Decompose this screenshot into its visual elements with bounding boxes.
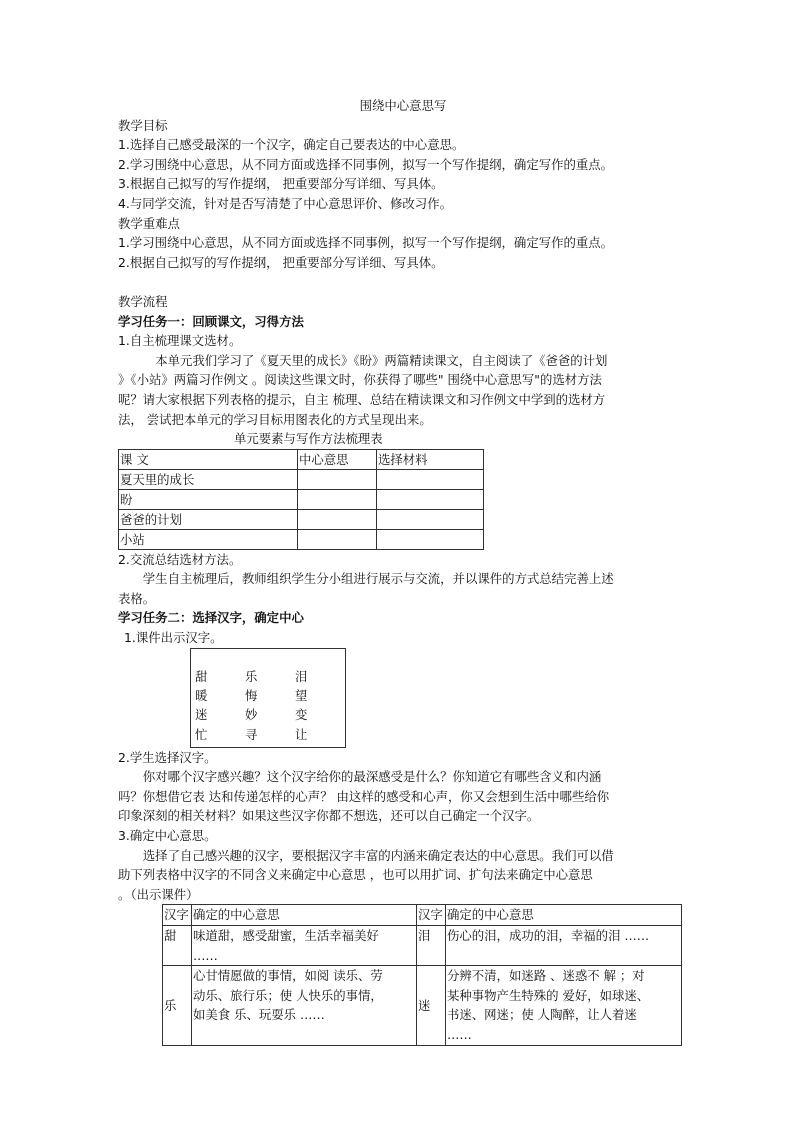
table-row xyxy=(163,966,682,1045)
goal-item: 4.与同学交流，针对是否写清楚了中心意思评价、修改习作。 xyxy=(118,195,452,211)
goal-item: 2.学习围绕中心意思，从不同方面或选择不同事例，拟写一个写作提纲，确定写作的重点。 xyxy=(118,156,614,172)
char-cell: 望 xyxy=(295,688,308,704)
chars-row xyxy=(195,686,345,705)
char-cell: 寻 xyxy=(245,726,258,742)
table-cell xyxy=(298,469,377,489)
cell-line: 伤心的泪，成功的泪，幸福的泪 …… xyxy=(447,928,650,943)
table-cell: 泪 xyxy=(417,926,446,966)
table-cell: 夏天里的成长 xyxy=(119,469,298,489)
task1-para-line: 法， 尝试把本单元的学习目标用图表化的方式呈现出来。 xyxy=(118,411,432,427)
table-header-cell: 确定的中心意思 xyxy=(446,905,682,926)
char-cell: 暖 xyxy=(195,688,208,704)
char-cell: 让 xyxy=(295,726,308,742)
table-cell xyxy=(192,926,417,966)
chars-row xyxy=(195,667,345,686)
table-row xyxy=(119,529,484,549)
cell-line: 分辨不清，如迷路 、迷惑不 解 ；对 xyxy=(447,968,645,984)
table-cell xyxy=(298,529,377,549)
document-title: 围绕中心意思写 xyxy=(359,98,447,113)
table1-caption: 单元要素与写作方法梳理表 xyxy=(234,431,383,447)
table-header-cell: 课 文 xyxy=(119,449,298,469)
table-header-cell: 确定的中心意思 xyxy=(192,905,417,926)
table-cell xyxy=(192,966,417,1045)
task1-para-line: 呢？请大家根据下列表格的提示，自主 梳理、总结在精读课文和习作例文中学到的选材方 xyxy=(118,391,606,407)
task1-step2-line: 学生自主梳理后，教师组织学生分小组进行展示与交流，并以课件的方式总结完善上述 xyxy=(142,571,614,587)
task1-step2: 2.交流总结选材方法。 xyxy=(118,551,242,567)
table-header-cell: 选择材料 xyxy=(377,449,484,469)
table-cell xyxy=(377,489,484,509)
goal-item: 3.根据自己拟写的写作提纲， 把重要部分写详细、写具体。 xyxy=(118,176,444,192)
cell-line: …… xyxy=(447,1026,472,1042)
table-header-row xyxy=(119,449,484,469)
table-row xyxy=(119,489,484,509)
task2-step3-line: 选择了自己感兴趣的汉字，要根据汉字丰富的内涵来确定表达的中心意思。我们可以借 xyxy=(142,847,614,863)
task1-para-line: 》《小站》两篇习作例文 。阅读这些课文时，你获得了哪些" 围绕中心意思写"的选材方法 xyxy=(118,372,602,388)
table-cell xyxy=(377,529,484,549)
task2-step2-line: 吗？你想借它表 达和传递怎样的心声？ 由这样的感受和心声，你又会想到生活中哪些给你 xyxy=(118,788,610,804)
task1-step1: 1.自主梳理课文选材。 xyxy=(118,333,242,349)
task2-step1: 1.课件出示汉字。 xyxy=(124,630,223,646)
task2-step2-line: 印象深刻的相关材料？如果这些汉字你都不想选，还可以自己确定一个汉字。 xyxy=(118,808,540,824)
table-cell xyxy=(298,489,377,509)
chars-row xyxy=(195,725,345,744)
table-cell: 甜 xyxy=(163,926,192,966)
table-row xyxy=(119,509,484,529)
cell-line: 某种事物产生特殊的 爱好，如球迷、 xyxy=(447,987,650,1003)
char-cell: 妙 xyxy=(245,707,258,723)
table-cell: 盼 xyxy=(119,489,298,509)
task2-step2-line: 你对哪个汉字感兴趣？这个汉字给你的最深感受是什么？你知道它有哪些含义和内涵 xyxy=(142,769,602,785)
char-cell: 变 xyxy=(295,707,308,723)
chars-box xyxy=(190,648,346,748)
task1-heading: 学习任务一：回顾课文，习得方法 xyxy=(118,313,304,329)
flow-heading: 教学流程 xyxy=(118,293,168,309)
table-row xyxy=(119,469,484,489)
table-cell: 爸爸的计划 xyxy=(119,509,298,529)
char-cell: 乐 xyxy=(245,668,258,684)
table-cell xyxy=(377,469,484,489)
table-cell xyxy=(298,509,377,529)
cell-line: 如美食 乐、玩耍乐 …… xyxy=(193,1007,325,1023)
meaning-table xyxy=(162,904,682,1045)
task2-step3-line: 。（出示课件） xyxy=(118,886,199,902)
table-header-cell: 汉字 xyxy=(163,905,192,926)
task1-para-line: 本单元我们学习了《夏天里的成长》《盼》两篇精读课文，自主阅读了《爸爸的计划 xyxy=(155,352,608,368)
document-page xyxy=(118,96,688,1046)
char-cell: 泪 xyxy=(295,668,308,684)
key-point-item: 2.根据自己拟写的写作提纲， 把重要部分写详细、写具体。 xyxy=(118,254,444,270)
table-cell: 迷 xyxy=(417,966,446,1045)
task2-step2: 2.学生选择汉字。 xyxy=(118,749,217,765)
table-cell xyxy=(446,926,682,966)
table-cell: 小站 xyxy=(119,529,298,549)
cell-line: 书迷、网迷；使 人陶醉，让人着迷 xyxy=(447,1007,637,1023)
key-point-item: 1.学习围绕中心意思，从不同方面或选择不同事例，拟写一个写作提纲，确定写作的重点。 xyxy=(118,235,614,251)
char-cell: 悔 xyxy=(245,688,258,704)
table-cell: 乐 xyxy=(163,966,192,1045)
cell-line: …… xyxy=(193,947,218,963)
chars-row xyxy=(195,705,345,724)
goals-heading: 教学目标 xyxy=(118,117,168,133)
task2-heading: 学习任务二：选择汉字，确定中心 xyxy=(118,610,304,626)
key-points-heading: 教学重难点 xyxy=(118,215,180,231)
summary-table xyxy=(118,449,484,550)
task2-step3: 3.确定中心意思。 xyxy=(118,828,217,844)
table-cell xyxy=(446,966,682,1045)
char-cell: 甜 xyxy=(195,668,208,684)
cell-line: 味道甜，感受甜蜜，生活幸福美好 xyxy=(193,928,379,943)
table-cell xyxy=(377,509,484,529)
table-header-cell: 汉字 xyxy=(417,905,446,926)
task2-step3-line: 助下列表格中汉字的不同含义来确定中心意思 ，也可以用扩词、扩句法来确定中心意思 xyxy=(118,867,593,883)
cell-line: 动乐、旅行乐；使 人快乐的事情， xyxy=(193,987,383,1003)
char-cell: 迷 xyxy=(195,707,208,723)
table-row xyxy=(163,926,682,966)
table-header-row xyxy=(163,905,682,926)
table-header-cell: 中心意思 xyxy=(298,449,377,469)
cell-line: 心甘情愿做的事情，如阅 读乐、劳 xyxy=(193,968,383,984)
goal-item: 1.选择自己感受最深的一个汉字，确定自己要表达的中心意思。 xyxy=(118,137,465,153)
char-cell: 忙 xyxy=(195,726,208,742)
task1-step2-line: 表格。 xyxy=(118,590,156,606)
